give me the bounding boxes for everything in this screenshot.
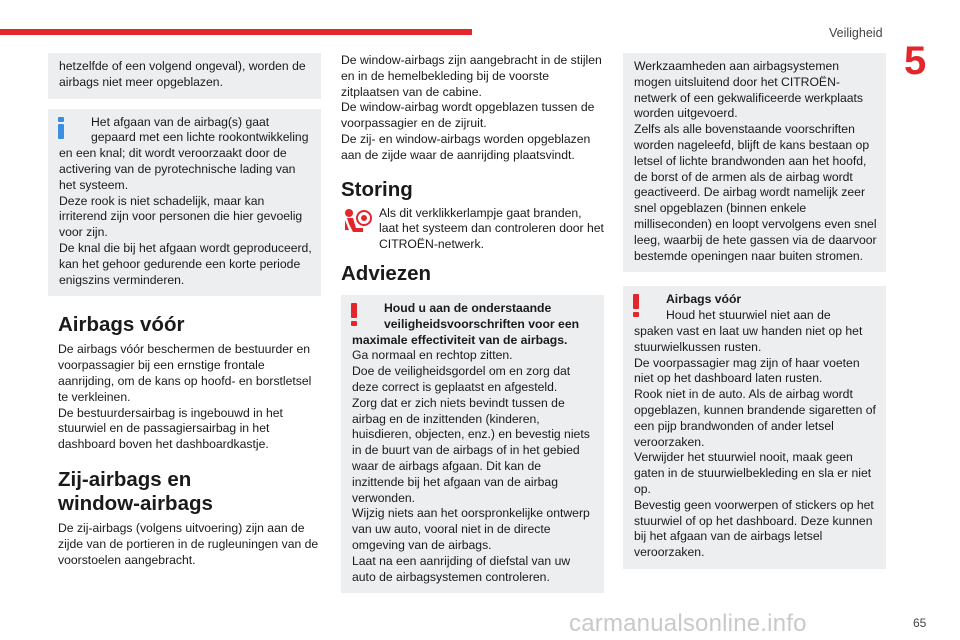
- airbags-voor-p2: De bestuurdersairbag is ingebouwd in het stuurwiel en de passagiersairbag in het dashboard boven het dashboardkastje.: [58, 405, 283, 452]
- window-airbags-p3: De zij- en window-airbags worden opgeblazen aan de zijde waar de aanrijding plaatsvindt.: [341, 131, 591, 162]
- storing-note: [341, 206, 604, 253]
- info-note-box: [48, 109, 321, 297]
- chapter-number: 5: [904, 39, 927, 83]
- maintenance-p1: Werkzaamheden aan airbagsystemen mogen uitsluitend door het CITROËN-netwerk of een gekwalificeerde werkplaats worden uitgevoerd.: [634, 59, 863, 121]
- info-note-p2: Deze rook is niet schadelijk, maar kan irriterend zijn voor personen die hier gevoelig voor zijn.: [59, 193, 303, 240]
- heading-airbags-voor: Airbags vóór: [58, 313, 185, 337]
- info-icon: [58, 117, 64, 139]
- front-airbags-p3: Rook niet in de auto. Als de airbag wordt opgeblazen, kunnen brandende sigaretten of een pijp brandwonden of ander letsel veroorzaken.: [634, 387, 876, 449]
- heading-zij-airbags: [58, 468, 321, 516]
- heading-adviezen: Adviezen: [341, 261, 431, 285]
- continuation-text: hetzelfde of een volgend ongeval), worden de airbags niet meer opgeblazen.: [59, 59, 306, 89]
- maintenance-p2: Zelfs als alle bovenstaande voorschriften worden nageleefd, blijft de kans bestaan op letsel of lichte brandwonden aan het hoofd, de borst of de armen als de airbag wordt geactiveerd. De airbag wordt namelijk zeer snel opgeblazen (binnen enkele milliseconden) en loopt vervolgens even snel leeg, waarbij de hete gassen via de daarvoor bestemde openingen naar buiten stromen.: [634, 122, 877, 263]
- window-airbags-p1: De window-airbags zijn aangebracht in de stijlen en in de hemelbekleding bij de voorste zitplaatsen van de cabine.: [341, 53, 602, 99]
- storing-text: Als dit verklikkerlampje gaat branden, laat het systeem dan controleren door het CITROËN-netwerk.: [379, 205, 604, 252]
- front-airbags-title: Airbags vóór: [666, 292, 742, 307]
- advice-line: Zorg dat er zich niets bevindt tussen de airbag en de inzittenden (kinderen, huisdieren, objecten, enz.) en bevestig niets in de buurt van de airbags of in het gebied waar de airbags afgaan. Dit kan de inzittende bij het afgaan van de airbag verwonden.: [352, 395, 590, 505]
- heading-zij-line1: Zij-airbags en: [58, 467, 192, 491]
- zij-airbags-text: [48, 521, 321, 568]
- airbags-voor-p1: De airbags vóór beschermen de bestuurder en voorpassagier bij een ernstige frontale aanrijding, om de kans op hoofd- en borstletsel te verkleinen.: [58, 342, 312, 404]
- info-note-rest: en een knal; dit wordt veroorzaakt door de activering van de pyrotechnische lading van het systeem.: [59, 146, 296, 192]
- section-title: Veiligheid: [829, 26, 883, 40]
- advice-line: Laat na een aanrijding of diefstal van uw auto de airbagsystemen controleren.: [352, 553, 571, 584]
- info-note-p3: De knal die bij het afgaan wordt geproduceerd, kan het gehoor gedurende een korte periode enigszins verminderen.: [59, 240, 312, 287]
- info-note-first-lines: Het afgaan van de airbag(s) gaat gepaard met een lichte rookontwikkeling: [91, 114, 309, 145]
- column-1: [48, 53, 321, 568]
- heading-storing: Storing: [341, 177, 413, 201]
- airbags-voor-text: [48, 342, 321, 453]
- front-airbags-p4: Verwijder het stuurwiel nooit, maak geen gaten in de stuurwielbekleding en sla er niet op.: [634, 450, 872, 496]
- window-airbags-p2: De window-airbag wordt opgeblazen tussen de voorpassagier en de zijruit.: [341, 100, 595, 131]
- advice-bold-head: Houd u aan de onderstaande veiligheidsvoorschriften voor een: [384, 300, 580, 331]
- page-number: 65: [913, 616, 927, 630]
- maintenance-box: [623, 53, 886, 272]
- continuation-box: [48, 53, 321, 99]
- heading-zij-line2: window-airbags: [58, 491, 213, 515]
- zij-airbags-p1: De zij-airbags (volgens uitvoering) zijn aan de zijde van de portieren in de rugleuningen van de voorstoelen aangebracht.: [58, 520, 319, 567]
- advice-line: Doe de veiligheidsgordel om en zorg dat deze correct is geplaatst en afgesteld.: [352, 364, 571, 394]
- column-3: [623, 53, 886, 579]
- front-airbags-p5: Bevestig geen voorwerpen of stickers op het stuurwiel of op het dashboard. Deze kunnen bij het afgaan van de airbags letsel veroorzaken.: [634, 497, 874, 560]
- advice-warning-box: [341, 295, 604, 593]
- window-airbags-text: [341, 53, 604, 164]
- front-airbags-first-lines: Houd het stuurwiel niet aan de: [666, 308, 831, 323]
- front-airbags-rest: spaken vast en laat uw handen niet op het stuurwielkussen rusten.: [634, 323, 863, 354]
- advice-line: Wijzig niets aan het oorspronkelijke ontwerp van uw auto, vooral niet in de directe omgeving van de airbags.: [352, 506, 590, 552]
- warning-icon: [633, 294, 639, 317]
- header-accent-bar: [0, 29, 472, 35]
- front-airbags-p2: De voorpassagier mag zijn of haar voeten niet op het dashboard laten rusten.: [634, 355, 860, 386]
- watermark: carmanualsonline.info: [569, 610, 807, 637]
- airbag-warning-lamp-icon: [341, 208, 373, 238]
- front-airbags-warning-box: [623, 286, 886, 569]
- warning-icon: [351, 303, 357, 326]
- advice-bold-tail: maximale effectiviteit van de airbags.: [352, 332, 568, 347]
- column-2: [341, 53, 604, 603]
- advice-line: Ga normaal en rechtop zitten.: [352, 348, 513, 363]
